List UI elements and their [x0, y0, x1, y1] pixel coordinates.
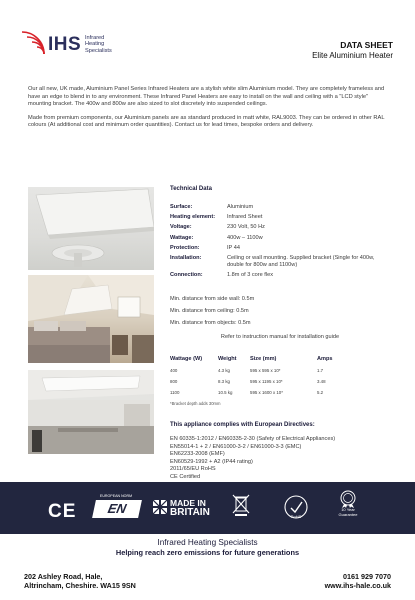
intro-text — [28, 86, 388, 136]
weee-crossed-bin-icon — [232, 493, 250, 517]
column-header: Amps — [317, 356, 333, 362]
compliance-item: CE Certified — [170, 473, 201, 480]
spec-value: 230 Volt, 50 Hz — [227, 224, 265, 231]
footer-contact — [325, 572, 391, 590]
column-header: Size (mm) — [250, 356, 277, 362]
kitchen-photo — [28, 370, 154, 454]
ce-mark-icon: CE — [48, 501, 77, 522]
table-cell: 595 x 1600 x 10* — [250, 390, 283, 395]
technical-data — [170, 186, 390, 283]
compliance-item: EN60529-1992 + A2 (IP44 rating) — [170, 458, 253, 465]
spec-row — [170, 224, 390, 231]
ihs-logo[interactable] — [14, 24, 124, 64]
compliance-item: EN55014-1 + 2 / EN61000-3-2 / EN61000-3-3 (EMC) — [170, 443, 302, 450]
spec-row — [170, 255, 390, 269]
rohs-badge — [283, 494, 309, 522]
spec-row — [170, 235, 390, 242]
website-link[interactable]: www.ihs-hale.co.uk — [324, 581, 391, 590]
manual-note: Refer to instruction manual for installation guide — [220, 334, 340, 340]
page-title: DATA SHEET — [340, 40, 393, 50]
logo-subtitle — [85, 35, 135, 54]
spec-value: Ceiling or wall mounting. Supplied bracket (Single for 400w, double for 800w and 1100w) — [227, 255, 375, 269]
britain-label: BRITAIN — [170, 507, 210, 518]
table-cell: 1100 — [170, 390, 180, 395]
column-header: Wattage (W) — [170, 356, 203, 362]
compliance-list — [170, 436, 395, 482]
table-row — [170, 390, 390, 395]
spec-label: Surface: — [170, 204, 193, 210]
compliance-item: 2011/65/EU RoHS — [170, 466, 216, 473]
made-in-britain-badge — [153, 496, 215, 524]
table-row — [170, 368, 390, 373]
en-icon: EN — [92, 500, 142, 518]
logo-arc-icon — [14, 24, 48, 58]
table-cell: 3.48 — [317, 379, 326, 384]
logo-subtitle-line: Heating — [85, 41, 105, 48]
logo-subtitle-line: Specialists — [85, 47, 112, 54]
spec-row — [170, 272, 390, 279]
en-caption: EUROPEAN NORM — [99, 494, 133, 498]
technical-data-title: Technical Data — [170, 186, 212, 192]
spec-label: Voltage: — [170, 224, 192, 231]
logo-text: IHS — [48, 34, 82, 55]
table-row — [170, 379, 390, 384]
guarantee-badge — [334, 490, 362, 528]
guarantee-word: Guarantee — [338, 512, 358, 517]
distance-side-wall: Min. distance from side wall: 0.5m — [170, 296, 255, 302]
en-norm-badge — [92, 494, 140, 522]
table-header — [170, 356, 390, 362]
rohs-label: RoHS — [290, 514, 302, 519]
spec-label: Connection: — [170, 272, 203, 279]
spec-value: IP 44 — [227, 244, 240, 251]
bedroom-illustration — [28, 275, 154, 363]
footer-tagline: Helping reach zero emissions for future generations — [115, 548, 300, 557]
table-footnote: *Bracket depth adds 30mm — [170, 401, 221, 406]
made-in-label: MADE IN — [170, 498, 206, 508]
spec-row — [170, 204, 390, 211]
compliance-section — [170, 422, 395, 482]
compliance-title: This appliance complies with European Directives: — [170, 422, 315, 428]
guarantee-seal-icon — [334, 490, 362, 508]
compliance-item: EN62233-2008 (EMF) — [170, 451, 225, 458]
spec-row — [170, 245, 390, 252]
spec-label: Wattage: — [170, 234, 194, 241]
address-line: 202 Ashley Road, Hale, — [24, 572, 103, 581]
header — [0, 0, 415, 80]
footer-address — [24, 572, 136, 590]
logo-subtitle-line: Infrared — [85, 35, 105, 41]
address-line: Altrincham, Cheshire. WA15 9SN — [24, 581, 136, 590]
kitchen-illustration — [28, 370, 154, 454]
intro-paragraph: Our all new, UK made, Aluminium Panel Series Infrared Heaters are a stylish white slim Aluminium model. They are completely frameless and have an edge to blend in to any environment. These Infrared Panel Heaters are easy to install on the wall and ceiling with a "LCD style" mounting bracket. The 400w and 800w are also sized to slot discretely into suspended ceilings. — [28, 86, 385, 108]
column-header: Weight — [218, 356, 237, 362]
spec-label: Heating element: — [170, 214, 216, 221]
table-cell: 8.3 kg — [218, 379, 230, 384]
spec-value: 400w – 1100w — [227, 234, 263, 241]
union-flag-icon — [153, 500, 167, 514]
distance-objects: Min. distance from objects: 0.5m — [170, 320, 251, 326]
guarantee-years: 10 Year — [341, 507, 355, 512]
wattage-table — [170, 356, 390, 406]
ceiling-heater-photo — [28, 187, 154, 270]
spec-value: Infrared Sheet — [227, 214, 263, 221]
bedroom-photo — [28, 275, 154, 363]
table-cell: 4.3 kg — [218, 368, 230, 373]
min-distances — [170, 296, 390, 332]
spec-row — [170, 214, 390, 221]
page-subtitle: Elite Aluminium Heater — [312, 51, 393, 60]
spec-label: Installation: — [170, 255, 202, 262]
table-cell: 1.7 — [317, 368, 324, 373]
spec-label: Protection: — [170, 244, 200, 251]
table-cell: 5.2 — [317, 390, 324, 395]
table-cell: 400 — [170, 368, 178, 373]
compliance-item: EN 60335-1:2012 / EN60335-2-30 (Safety of Electrical Appliances) — [170, 436, 336, 442]
spec-value: Aluminium — [227, 204, 254, 210]
footer-company: Infrared Heating Specialists — [157, 538, 258, 547]
table-cell: 10.5 kg — [218, 390, 233, 395]
distance-ceiling: Min. distance from ceiling: 0.5m — [170, 308, 249, 314]
table-cell: 595 x 595 x 10* — [250, 368, 281, 373]
guarantee-label — [334, 507, 362, 517]
table-cell: 595 x 1195 x 10* — [250, 379, 283, 384]
intro-paragraph: Made from premium components, our Aluminium panels are as standard produced in matt white, RAL9003. They can be ordered in other RAL colours (At additional cost and minimum order quantities). Contact us for lead times, bespoke orders and delivery. — [28, 114, 385, 129]
table-cell: 800 — [170, 379, 178, 384]
phone-number[interactable]: 0161 929 7070 — [343, 572, 391, 581]
spec-value: 1.8m of 3 core flex — [227, 272, 274, 279]
ceiling-panel-illustration — [28, 187, 154, 270]
